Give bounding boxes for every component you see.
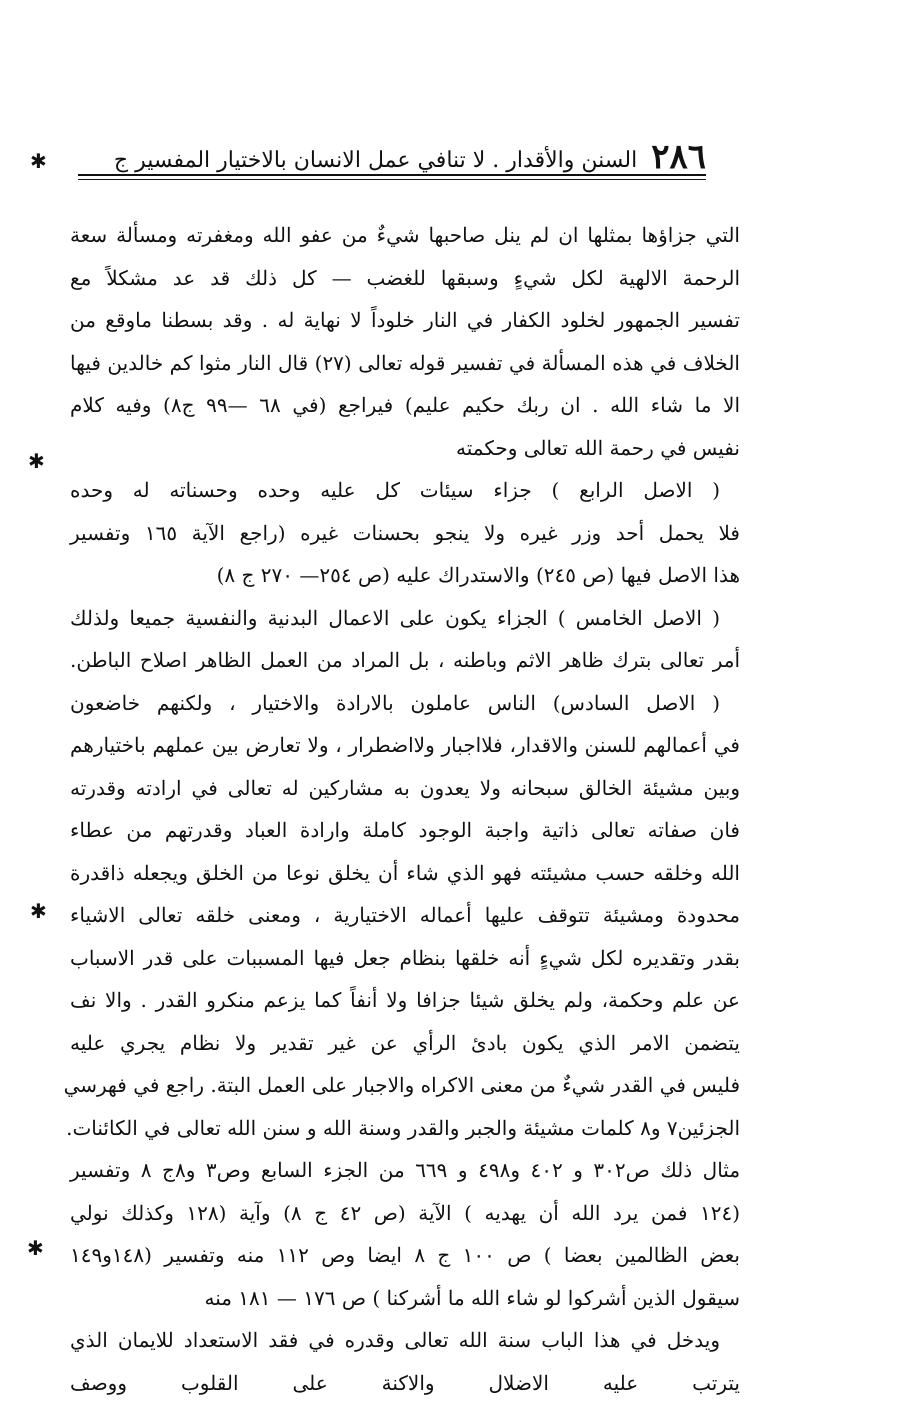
text-line: في أعمالهم للسنن والاقدار، فلااجبار ولااضطرار ، ولا تعارض بين عملهم باختيارهم — [70, 724, 740, 767]
text-line: هذا الاصل فيها (ص ٢٤٥) والاستدراك عليه (ص ٢٥٤— ٢٧٠ ج ٨) — [70, 554, 740, 597]
asterisk-icon: ✱ — [30, 154, 44, 168]
page-number: ٢٨٦ — [651, 140, 706, 174]
text-line: ( الاصل السادس) الناس عاملون بالارادة والاختيار ، ولكنهم خاضعون — [70, 682, 740, 725]
text-line: ويدخل في هذا الباب سنة الله تعالى وقدره في فقد الاستعداد للايمان الذي — [70, 1319, 740, 1362]
asterisk-icon: ✱ — [28, 454, 42, 468]
text-line: (١٢٤ فمن يرد الله أن يهديه ) الآية (ص ٤٢ ج ٨) وآية (١٢٨ وكذلك نولي — [70, 1192, 740, 1235]
text-line: سيقول الذين أشركوا لو شاء الله ما أشركنا ) ص ١٧٦ — ١٨١ منه — [70, 1277, 740, 1320]
text-line: مثال ذلك ص٣٠٢ و ٤٠٢ و٤٩٨ و ٦٦٩ من الجزء السابع وص٣ و٨ج ٨ وتفسير — [70, 1149, 740, 1192]
text-line: الجزئين٧ و٨ كلمات مشيئة والجبر والقدر وسنة الله و سنن الله تعالى في الكائنات. — [70, 1107, 740, 1150]
text-line: تفسير الجمهور لخلود الكفار في النار خلوداً لا نهاية له . وقد بسطنا ماوقع من — [70, 299, 740, 342]
asterisk-icon: ✱ — [30, 904, 44, 918]
text-line: محدودة ومشيئة تتوقف عليها أعماله الاختيارية ، ومعنى خلقه تعالى الاشياء — [70, 894, 740, 937]
text-line: وبين مشيئة الخالق سبحانه ولا يعدون به مشاركين له تعالى في ارادته وقدرته — [70, 767, 740, 810]
text-line: الا ما شاء الله . ان ربك حكيم عليم) فيراجع (في ٦٨ —٩٩ ج٨) وفيه كلام — [70, 384, 740, 427]
text-line: أمر تعالى بترك ظاهر الاثم وباطنه ، بل المراد من العمل الظاهر اصلاح الباطن. — [70, 639, 740, 682]
text-line: الخلاف في هذه المسألة في تفسير قوله تعالى (٢٧) قال النار مثوا كم خالدين فيها — [70, 342, 740, 385]
text-line: بعض الظالمين بعضا ) ص ١٠٠ ج ٨ ايضا وص ١١٢ منه وتفسير (١٤٨و١٤٩ — [70, 1234, 740, 1277]
text-line: ( الاصل الخامس ) الجزاء يكون على الاعمال البدنية والنفسية جميعا ولذلك — [70, 597, 740, 640]
text-line: الله وخلقه حسب مشيئته فهو الذي شاء أن يخلق نوعا من الخلق ويجعله ذاقدرة — [70, 852, 740, 895]
text-line: فليس في القدر شيءٌ من معنى الاكراه والاجبار على العمل البتة. راجع في فهرسي — [70, 1064, 740, 1107]
text-line: الرحمة الالهية لكل شيءٍ وسبقها للغضب — كل ذلك قد عد مشكلاً مع — [70, 257, 740, 300]
asterisk-icon: ✱ — [27, 1241, 41, 1255]
text-line: يترتب عليه الاضلال والاكنة على القلوب ووصف — [70, 1362, 740, 1404]
text-line: ( الاصل الرابع ) جزاء سيئات كل عليه وحده وحسناته له وحده — [70, 469, 740, 512]
text-line: بقدر وتقديره لكل شيءٍ أنه خلقها بنظام جعل فيها المسببات على قدر الاسباب — [70, 937, 740, 980]
text-line: يتضمن الامر الذي يكون بادئ الرأي عن غير تقدير ولا نظام يجري عليه — [70, 1022, 740, 1065]
text-line: التي جزاؤها بمثلها ان لم ينل صاحبها شيءٌ من عفو الله ومغفرته ومسألة سعة — [70, 214, 740, 257]
text-line: نفيس في رحمة الله تعالى وحكمته — [70, 427, 740, 470]
page-header — [78, 128, 706, 176]
text-line: عن علم وحكمة، ولم يخلق شيئا جزافا ولا أنفاً كما يزعم منكرو القدر . والا نف — [70, 979, 740, 1022]
running-title: السنن والأقدار . لا تنافي عمل الانسان بالاختيار المفسير ج — [114, 148, 637, 174]
text-line: فلا يحمل أحد وزر غيره ولا ينجو بحسنات غيره (راجع الآية ١٦٥ وتفسير — [70, 512, 740, 555]
body-text — [70, 214, 740, 1404]
text-line: فان صفاته تعالى ذاتية واجبة الوجود كاملة وارادة العباد وقدرتهم من عطاء — [70, 809, 740, 852]
